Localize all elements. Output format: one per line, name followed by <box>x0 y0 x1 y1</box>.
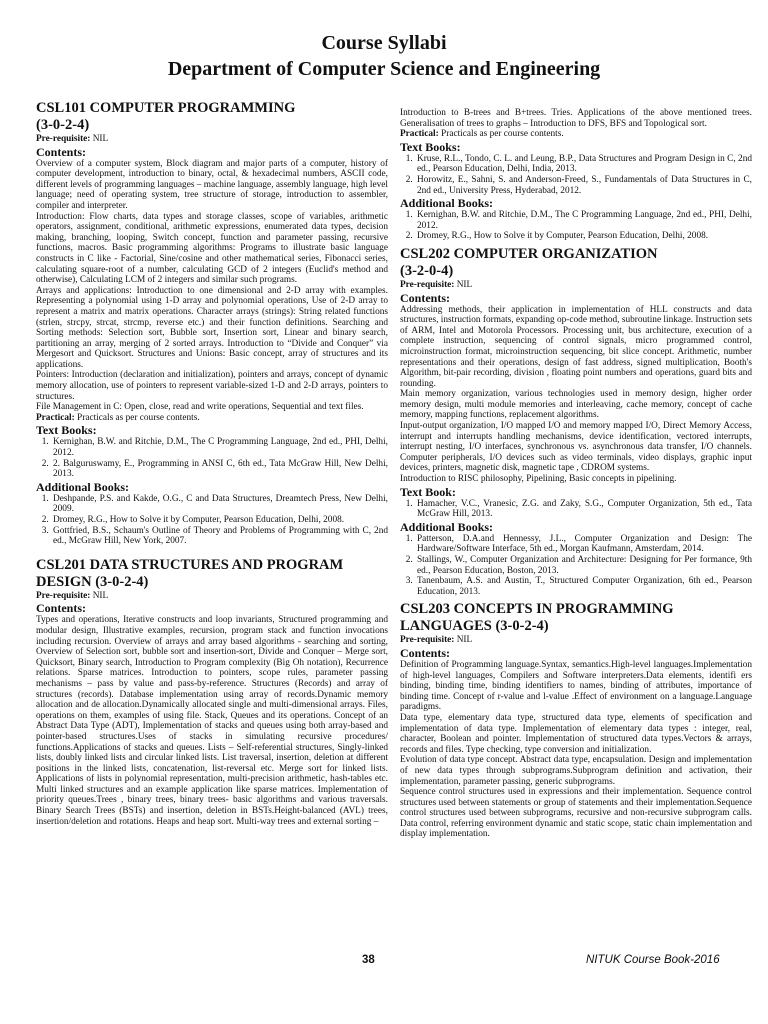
section-heading-contents: Contents: <box>36 144 86 159</box>
contents-paragraph: Data type, elementary data type, structured data type, elements of specification and implementation of data type. Implementation of elementary data types : integer, real, character, Boolean and pointer. Implementation of structured data types.Vectors & arrays, records and files. Type checking, type conversion and initialization. <box>400 712 752 755</box>
list-item: 1. Kernighan, B.W. and Ritchie, D.M., The C Programming Language, 2nd ed., PHI, Delhi, 2012. <box>51 437 388 458</box>
course-title-csl201: CSL201 DATA STRUCTURES AND PROGRAM DESIGN (3-0-2-4) <box>36 556 344 590</box>
prerequisite: Pre-requisite: NIL <box>36 590 109 601</box>
contents-paragraph: File Management in C: Open, close, read and write operations, Sequential and text files. <box>36 402 364 413</box>
contents-paragraph: Overview of a computer system, Block diagram and major parts of a computer, history of computer development, introduction to binary, octal, & hexadecimal numbers, ASCII code, different levels of programming languages – machine language, assembly language, high level language; need of operating system, tree structure of storage, introduction to assembler, compiler and interpreter. <box>36 158 388 211</box>
practical-line: Practical: Practicals as per course contents. <box>36 412 200 423</box>
contents-paragraph: Introduction to RISC philosophy, Pipelining, Basic concepts in pipelining. <box>400 474 677 485</box>
list-item: 2. Dromey, R.G., How to Solve it by Computer, Pearson Education, Delhi, 2008. <box>51 515 388 526</box>
page-number: 38 <box>362 954 375 966</box>
section-heading-additional-books: Additional Books: <box>400 519 494 534</box>
book-title: NITUK Course Book-2016 <box>586 954 720 966</box>
course-credits-csl101: (3-0-2-4) <box>36 117 90 133</box>
right-column <box>400 108 752 840</box>
contents-paragraph: Introduction to B-trees and B+trees. Tries. Applications of the above mentioned trees. Generalisation of trees to graphs – Introduction to DFS, BFS and Topological sort. <box>400 108 752 129</box>
contents-paragraph: Input-output organization, I/O mapped I/O and memory mapped I/O, Direct Memory Access, interrupt and interrupts handling mechanisms, device identification, vectored interrupts, interrupt nesting, I/O interfaces, synchronous vs. asynchronous data transfer, I/O channels. Computer peripherals, I/O devices such as video terminals, video displays, graphic input devices, printers, magnetic disk, magnetic tape , CDROM systems. <box>400 421 752 474</box>
section-heading-additional-books: Additional Books: <box>400 196 494 211</box>
contents-paragraph: Arrays and applications: Introduction to one dimensional and 2-D array with examples. Representing a polynomial using 1-D array and polynomial operations, Use of 2-D array to represent a matrix and matrix operations. Character arrays (strings): String related functions (strlen, strcpy, strcat, strcmp, reverse etc.) and their function definitions. Searching and Sorting methods: Selection sort, Bubble sort, Insertion sort, Linear and binary search, partitioning an array, merging of 2 sorted arrays. Introduction to “Divide and Conquer” via Mergesort and Quicksort. Structures and Unions: Basic concept, array of structures and its applications. <box>36 285 388 370</box>
list-item: 1. Kruse, R.L., Tondo, C. L. and Leung, B.P., Data Structures and Program Design in C, 2nd ed., Pearson Education, Delhi, India, 2013. <box>415 154 752 175</box>
contents-paragraph: Introduction: Flow charts, data types and storage classes, scope of variables, arithmetic operators, assignment, conditional, arithmetic expressions, enumerated data types, decision making, branching, looping, Switch concept, function and parameter passing, recursive functions, macros. Basic programming algorithms: Programs to illustrate basic language constructs in C like - Factorial, Sine/cosine and other mathematical series, Fibonacci series, calculating square-root of a number, calculating GCD of 2 integers (Euclid's method and otherwise), Calculating LCM of 2 integers and similar such programs. <box>36 211 388 286</box>
contents-paragraph: Pointers: Introduction (declaration and initialization), pointers and arrays, concept of dynamic memory allocation, use of pointers to represent variable-sized 1-D and 2-D arrays, pointers to structures. <box>36 370 388 402</box>
contents-paragraph: Addressing methods, their application in implementation of HLL constructs and data structures, instruction formats, expanding op-code method, subroutine linkage. Instruction sets of ARM, Intel and Motorola Processors. Processing unit, bus architecture, execution of a complete instruction, sequencing of control signals, micro programmed control, microinstruction format, microinstruction sequencing, bit slice concept. Arithmetic, number representations and their operations, design of fast address, signed multiplication, Booth's Algorithm, bit-pair recording, division , floating point numbers and operations, guard bits and rounding. <box>400 304 752 389</box>
additional-books-list <box>400 534 752 598</box>
contents-paragraph: Sequence control structures used in expressions and their implementation. Sequence control structures used between statements or group of statements and their implementation.Sequence control structures used between subprograms, recursive and non-recursive subprogram calls. Data control, referring environment dynamic and static scope, static chain implementation and display implementation. <box>400 787 752 840</box>
prerequisite: Pre-requisite: NIL <box>400 279 473 290</box>
page-header <box>0 30 768 82</box>
list-item: 1. Hamacher, V.C., Vranesic, Z.G. and Zaky, S.G., Computer Organization, 5th ed., Tata McGraw Hill, 2013. <box>415 499 752 520</box>
additional-books-list <box>400 210 752 242</box>
contents-paragraph: Evolution of data type concept. Abstract data type, encapsulation. Design and implementation of new data types through subprograms.Subprogram definition and activation, their implementation, parameter passing, generic subprograms. <box>400 755 752 787</box>
contents-paragraph: Definition of Programming language.Syntax, semantics.High-level languages.Implementation of high-level languages, Compilers and Software interpreters.Data elements, identifi ers binding, binding time, binding identifiers to names, binding of attributes, importance of binding time. Concept of r-value and l-value .Effect of environment on a language.Language paradigms. <box>400 659 752 713</box>
list-item: 2. 2. Balguruswamy, E., Programming in ANSI C, 6th ed., Tata McGraw Hill, New Delhi, 2013. <box>51 459 388 480</box>
text-books-list <box>36 437 388 479</box>
list-item: 1. Patterson, D.A.and Hennessy, J.L., Computer Organization and Design: The Hardware/Software Interface, 5th ed., Morgan Kaufmann, Amsterdam, 2014. <box>415 534 752 555</box>
section-heading-contents: Contents: <box>36 601 86 616</box>
course-credits-csl202: (3-2-0-4) <box>400 262 454 279</box>
left-column <box>36 100 388 827</box>
section-heading-contents: Contents: <box>400 290 450 305</box>
course-title-csl203: CSL203 CONCEPTS IN PROGRAMMING LANGUAGES (3-0-2-4) <box>400 601 674 635</box>
page-title: Course Syllabi <box>321 32 447 54</box>
contents-paragraph: Types and operations, Iterative constructs and loop invariants, Structured programming and modular design, Illustrative examples, recursion, program stack and function invocations including recursion. Overview of arrays and array based algorithms - searching and sorting, Overview of Selection sort, bubble sort and insertion-sort, Divide and Conquer – Merge sort, Quicksort, Binary search, Introduction to Program complexity (Big Oh notation), Recurrence relations. Sparse matrices. Introduction to pointers, scope rules, parameter passing mechanisms – pass by value and pass-by-reference. Structures (Records) and array of structures (records). Database implementation using array of records.Dynamic memory allocation and de allocation.Dynamically allocated single and multi-dimensional arrays. Files, operations on them, examples of using file. Stack, Queues and its operations. Concept of an Abstract Data Type (ADT), Implementation of stacks and queues using both array-based and pointer-based structures.Uses of stacks in simulating recursive procedures/ functions.Applications of stacks and queues. Lists – Self-referential structures, Singly-linked lists, doubly linked lists and circular linked lists. List traversal, insertion, deletion at different positions in the linked lists, concatenation, list-reversal etc. Merge sort for linked lists. Applications of lists in polynomial representation, multi-precision arithmetic, hash-tables etc. Multi linked structures and an example application like sparse matrices. Implementation of priority queues.Trees , binary trees, binary trees- basic algorithms and various traversals. Binary Search Trees (BSTs) and insertion, deletion in BSTs.Height-balanced (AVL) trees, insertion/deletion and rotations. Heaps and heap sort. Multi-way trees and external sorting – <box>36 615 388 827</box>
list-item: 3. Tanenbaum, A.S. and Austin, T., Structured Computer Organization, 6th ed., Pearson Education, 2013. <box>415 576 752 597</box>
section-heading-contents: Contents: <box>400 645 450 660</box>
department-title: Department of Computer Science and Engineering <box>167 58 601 80</box>
course-title-csl202: CSL202 COMPUTER ORGANIZATION <box>400 245 658 262</box>
list-item: 1. Kernighan, B.W. and Ritchie, D.M., The C Programming Language, 2nd ed., PHI, Delhi, 2012. <box>415 210 752 231</box>
section-heading-additional-books: Additional Books: <box>36 479 130 494</box>
contents-paragraph: Main memory organization, various technologies used in memory design, higher order memory design, multi module memories and interleaving, cache memory, concept of cache memory, mapping functions, replacement algorithms. <box>400 389 752 421</box>
list-item: 1. Deshpande, P.S. and Kakde, O.G., C and Data Structures, Dreamtech Press, New Delhi, 2009. <box>51 494 388 515</box>
prerequisite: Pre-requisite: NIL <box>400 635 473 646</box>
prerequisite: Pre-requisite: NIL <box>36 134 109 144</box>
section-heading-text-books: Text Books: <box>400 139 461 154</box>
list-item: 2. Horowitz, E., Sahni, S. and Anderson-Freed, S., Fundamentals of Data Structures in C, 2nd ed., University Press, Hyderabad, 2012. <box>415 175 752 196</box>
list-item: 2. Stallings, W., Computer Organization and Architecture: Designing for Per formance, 9th ed., Pearson Education, Boston, 2013. <box>415 555 752 576</box>
additional-books-list <box>36 494 388 547</box>
text-books-list <box>400 499 752 520</box>
section-heading-text-books: Text Books: <box>36 423 97 438</box>
list-item: 3. Gottfried, B.S., Schaum's Outline of Theory and Problems of Programming with C, 2nd ed., McGraw Hill, New York, 2007. <box>51 526 388 547</box>
section-heading-text-book: Text Book: <box>400 484 456 499</box>
list-item: 2. Dromey, R.G., How to Solve it by Computer, Pearson Education, Delhi, 2008. <box>415 231 752 242</box>
course-title-csl101: CSL101 COMPUTER PROGRAMMING <box>36 100 296 116</box>
practical-line: Practical: Practicals as per course contents. <box>400 129 564 140</box>
text-books-list <box>400 154 752 196</box>
